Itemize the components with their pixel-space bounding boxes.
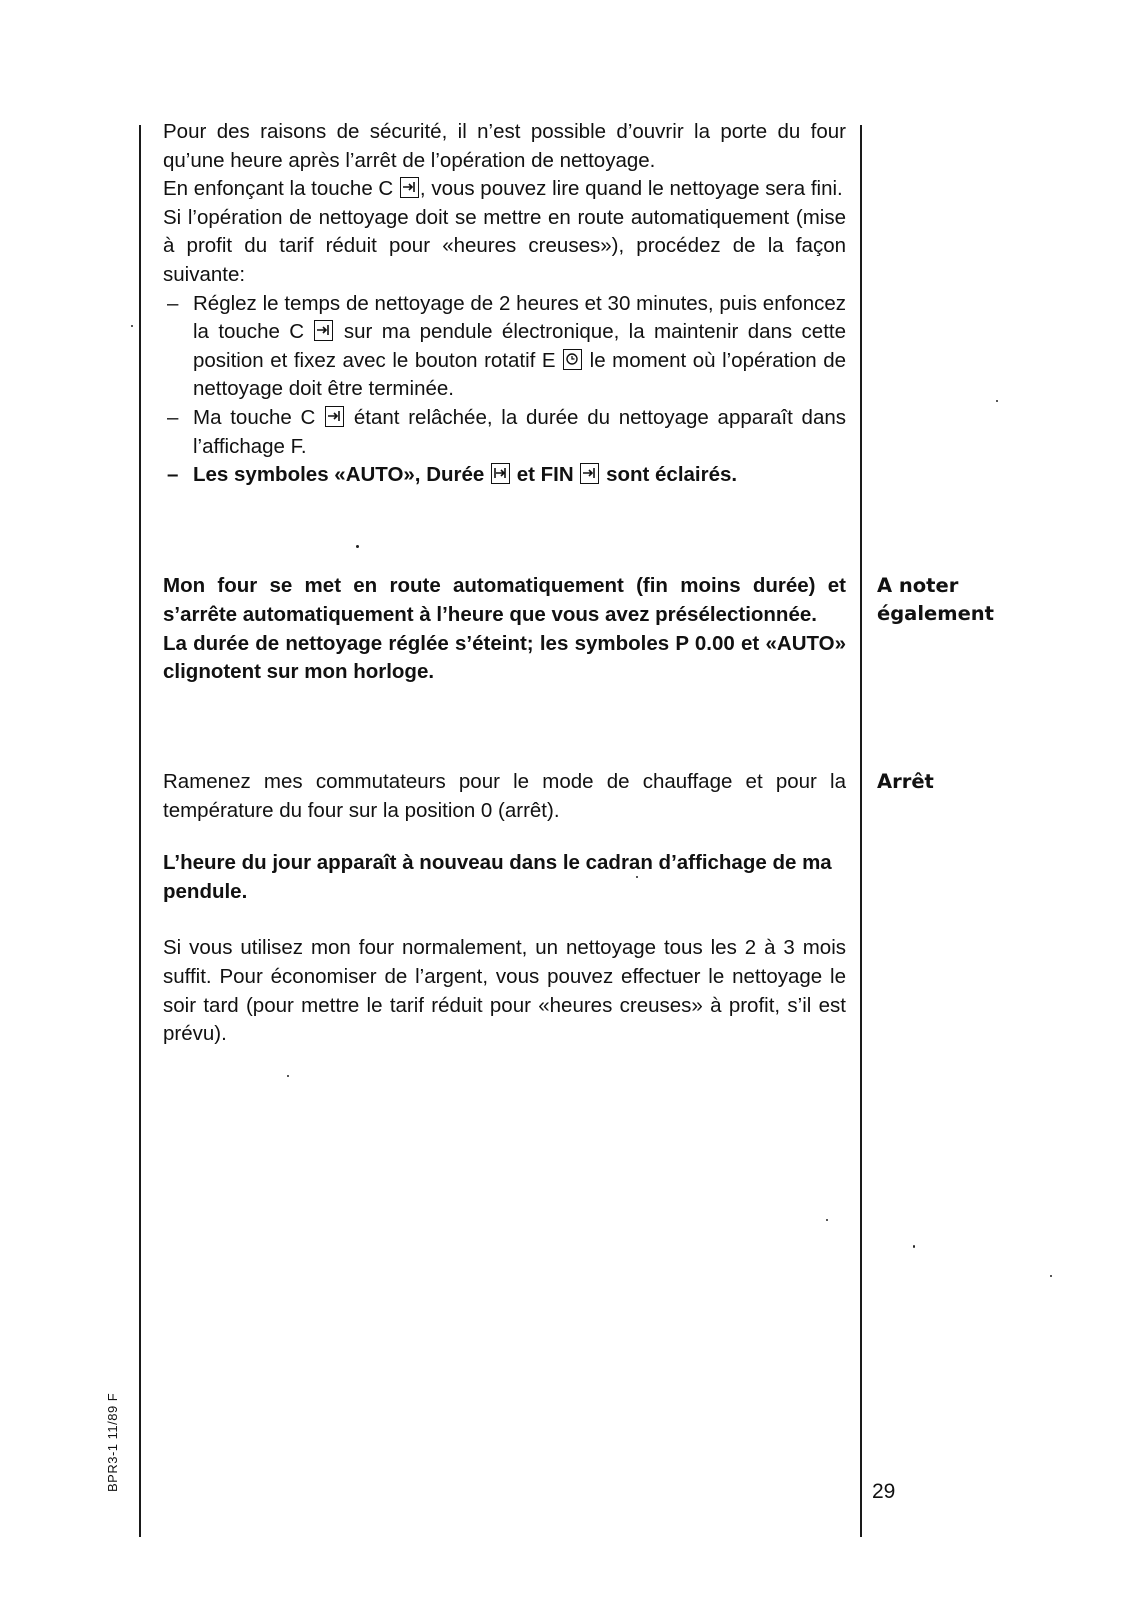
scan-speck [1050, 1275, 1052, 1277]
list-item: – Réglez le temps de nettoyage de 2 heures et 30 minutes, puis enfoncez la touche C sur ma pendule électronique, la maintenir dans cette position et fixez avec le bouton rotatif E le moment où l’opération de nettoyage doit être terminée. [167, 291, 846, 401]
side-heading-note: A noter également [877, 574, 994, 625]
list-item: – Les symboles «AUTO», Durée et FIN sont éclairés. [167, 463, 738, 487]
auto-operation-section [163, 572, 846, 687]
scan-speck [131, 325, 133, 327]
scan-speck [826, 1219, 828, 1221]
scan-speck [996, 400, 998, 402]
end-time-paragraph: En enfonçant la touche C , vous pouvez lire quand le nettoyage sera fini. [163, 177, 843, 201]
steps-list [163, 290, 846, 490]
usage-advice-section [163, 934, 846, 1049]
side-heading-stop: Arrêt [877, 770, 934, 793]
scan-speck [356, 545, 359, 548]
page-number: 29 [872, 1480, 896, 1503]
auto-operation-paragraph: Mon four se met en route automatiquement (fin moins durée) et s’arrête automatiquement à l’heure que vous avez présélectionnée. [163, 574, 846, 626]
switches-paragraph: Ramenez mes commutateurs pour le mode de chauffage et pour la température du four sur la position 0 (arrêt). [163, 770, 846, 822]
auto-start-paragraph: Si l’opération de nettoyage doit se mettre en route automatiquement (mise à profit du tarif réduit pour «heures creuses»), procédez de la façon suivante: [163, 205, 846, 286]
end-key-icon [400, 177, 419, 198]
time-display-paragraph: L’heure du jour apparaît à nouveau dans le cadran d’affichage de ma pendule. [163, 851, 832, 903]
end-key-icon [314, 320, 333, 341]
safety-paragraph: Pour des raisons de sécurité, il n’est possible d’ouvrir la porte du four qu’une heure après l’arrêt de l’opération de nettoyage. [163, 120, 846, 172]
left-margin-rule [139, 125, 141, 1537]
list-item: – Ma touche C étant relâchée, la durée du nettoyage apparaît dans l’affichage F. [167, 405, 846, 458]
right-margin-rule [860, 125, 862, 1537]
cleaning-instructions [163, 118, 846, 490]
end-key-icon [325, 406, 344, 427]
stop-section [163, 768, 846, 826]
scan-speck [636, 876, 638, 878]
scan-speck [913, 1245, 915, 1248]
scan-speck [287, 1075, 289, 1077]
display-blink-paragraph: La durée de nettoyage réglée s’éteint; les symboles P 0.00 et «AUTO» clignotent sur mon horloge. [163, 631, 846, 684]
clock-knob-icon [563, 349, 582, 370]
end-key-icon [580, 463, 599, 484]
document-reference: BPR3-1 11/89 F [105, 1392, 120, 1492]
time-display-section [163, 848, 846, 906]
duration-key-icon [491, 463, 510, 484]
usage-advice-paragraph: Si vous utilisez mon four normalement, un nettoyage tous les 2 à 3 mois suffit. Pour économiser de l’argent, vous pouvez effectuer le nettoyage le soir tard (pour mettre le tarif réduit pour «heures creuses» à profit, s’il est prévu). [163, 936, 846, 1046]
